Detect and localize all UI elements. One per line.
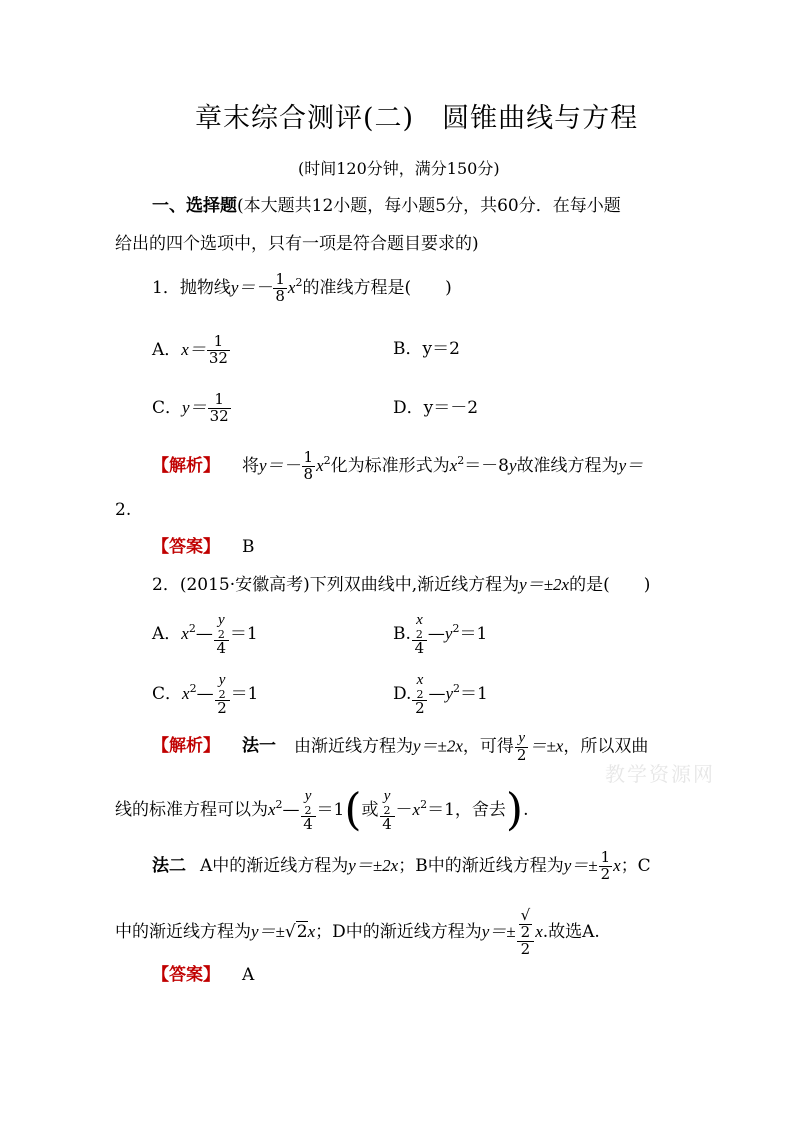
frac-num: 1 (600, 848, 611, 866)
q1-eq: y＝－ (230, 277, 273, 297)
q1-fraction (273, 272, 287, 305)
q2-answer (152, 960, 254, 985)
question-1-stem: 1．抛物线y＝－ $\frac{1}{8}$ $x^2$的准线方程是( ) (152, 270, 452, 305)
method-label: 法一 (242, 736, 276, 757)
q1-option-c (152, 392, 232, 425)
text: 将 (242, 455, 259, 476)
text: 2．(2015·安徽高考)下列双曲线中,渐近线方程为 (152, 575, 520, 595)
math: y (518, 730, 526, 746)
option-label: C． (152, 684, 183, 705)
frac-den: 4 (382, 815, 392, 834)
page-subtitle: (时间120分钟，满分150分) (298, 159, 500, 178)
text: 化为标准形式为 (330, 455, 450, 476)
q1-analysis: 【解析】 将y＝－ $\frac{1}{8}$ $x^2$化为标准形式为$x^2=-8y$故准线方程为y＝ (152, 448, 644, 483)
option-label: B. (393, 624, 411, 645)
text: ＝1 (459, 684, 488, 705)
frac-num: y 2 (214, 612, 229, 641)
option-eq: x＝ (181, 339, 206, 359)
frac-num: 1 (207, 334, 230, 351)
fraction (517, 908, 535, 957)
option-fraction (208, 392, 231, 425)
text: 中的渐近线方程为 (115, 922, 251, 943)
text: ；D中的渐近线方程为 (315, 922, 482, 943)
text: ；C (620, 855, 651, 876)
frac-num: y 2 (380, 788, 395, 817)
q1-answer (152, 532, 255, 557)
section-intro-line-1 (152, 191, 621, 216)
frac-den: 4 (414, 639, 425, 658)
frac-den: 32 (208, 348, 228, 367)
option-label: C． (152, 397, 183, 418)
section-desc-1: (本大题共12小题，每小题5分，共60分．在每小题 (237, 196, 621, 216)
frac-den: 32 (209, 406, 229, 425)
frac-den: 2 (217, 699, 227, 718)
q1-number: 1．抛物线 (152, 277, 231, 298)
math: x (535, 922, 543, 942)
answer-value: B (242, 537, 255, 557)
q2-option-c: C．$x^2—$ y 2 2 ＝1 (152, 672, 259, 718)
method-label: 法二 (152, 855, 186, 876)
section-heading: 一、选择题 (152, 196, 237, 216)
math: ＝±x (529, 736, 564, 756)
text: ＝－8 (464, 455, 510, 476)
math: x (416, 612, 423, 628)
analysis-tag: 【解析】 (152, 455, 220, 476)
text: ＝1 (230, 684, 259, 705)
math: y＝±2x (413, 736, 463, 756)
q2-option-d: D. x 2 2 $—y^2=1$ (393, 672, 488, 718)
page-title: 章末综合测评(二) 圆锥曲线与方程 (195, 103, 639, 134)
fraction (302, 450, 316, 483)
math: y＝± (251, 922, 285, 942)
math: x (416, 672, 424, 688)
analysis-tag: 【解析】 (152, 736, 220, 757)
frac-num: √ 2 (517, 908, 535, 942)
math: y＝±2x (519, 575, 570, 594)
answer-tag: 【答案】 (152, 965, 220, 985)
sqrt-value: 2 (296, 922, 308, 943)
text: ；B中的渐近线方程为 (398, 855, 564, 876)
fraction (301, 788, 316, 833)
frac-num: y 2 (301, 788, 316, 817)
math: x (613, 855, 621, 875)
text: ＝1 (459, 624, 488, 645)
option-fraction (412, 672, 427, 717)
frac-den: 2 (415, 699, 425, 718)
frac-den: 8 (275, 286, 285, 305)
text: 的是( ) (569, 575, 651, 595)
text: A中的渐近线方程为 (200, 855, 349, 876)
text: ，可得 (462, 736, 514, 757)
q2-analysis-method-1-cont: 线的标准方程可以为$x^2—$ y 2 4 ＝1(或 y 2 4 $-x^2=1$，舍去). (115, 784, 529, 836)
q1-option-b: B．y＝2 (393, 339, 460, 359)
fraction (599, 850, 613, 883)
option-fraction (412, 612, 427, 657)
q1-option-a (152, 334, 231, 367)
math: x (307, 922, 316, 942)
frac-num: 1 (208, 392, 231, 409)
frac-den: 4 (216, 639, 227, 658)
math: y＝－ (259, 455, 301, 475)
frac-num: 1 (303, 448, 314, 466)
q2-analysis-method-2-cont: 中的渐近线方程为y＝±√2x；D中的渐近线方程为y＝± √ 2 2 x.故选A. (115, 906, 600, 958)
option-label: A． (152, 339, 182, 360)
frac-num: x 2 (412, 672, 427, 701)
text: .故选A. (542, 922, 600, 943)
frac-den: 2 (600, 864, 611, 883)
math: y (217, 612, 225, 628)
math: y (304, 788, 312, 804)
text: ，所以双曲 (563, 736, 649, 757)
question-2-stem (152, 570, 650, 595)
q2-option-b: B. x 2 4 $—y^2=1$ (393, 612, 488, 658)
option-fraction (214, 612, 229, 657)
q2-analysis-method-2 (152, 850, 651, 883)
option-fraction (207, 334, 230, 367)
sqrt-value: 2 (520, 922, 531, 941)
frac-num: 1 (275, 270, 285, 288)
frac-den: 2 (516, 745, 527, 764)
math: y＝± (563, 855, 598, 875)
answer-tag: 【答案】 (152, 537, 220, 557)
math: y＝±2x (348, 855, 399, 875)
fraction (380, 788, 395, 833)
math: y＝ (618, 455, 644, 475)
math: y (383, 788, 391, 804)
answer-value: A (242, 965, 255, 985)
text: ＝1，舍去 (427, 800, 506, 821)
q1-option-d: D．y＝－2 (393, 398, 479, 418)
math: y＝± (481, 922, 516, 942)
option-label: D. (393, 684, 412, 705)
text: 由渐近线方程为 (294, 736, 413, 757)
q2-option-a: A．$x^2—$ y 2 4 ＝1 (152, 612, 258, 658)
watermark: 教学资源网 (605, 762, 715, 786)
frac-den: 8 (303, 464, 314, 483)
math: y (218, 672, 226, 688)
fraction (515, 730, 529, 764)
option-label: A． (152, 624, 182, 645)
frac-den: 4 (303, 815, 313, 834)
frac-den: 2 (520, 939, 531, 958)
option-eq: y＝ (182, 397, 207, 417)
q2-analysis-method-1 (152, 730, 648, 764)
text: 线的标准方程可以为 (115, 800, 268, 821)
option-fraction (215, 672, 230, 717)
q1-analysis-cont: 2. (115, 500, 132, 520)
text: ＝1 (316, 800, 345, 821)
frac-num: y 2 (215, 672, 230, 701)
text: ＝1 (229, 624, 258, 645)
frac-num: x 2 (412, 612, 427, 641)
text: 或 (361, 800, 379, 821)
q1-tail: 的准线方程是( ) (302, 277, 452, 298)
section-intro-line-2: 给出的四个选项中，只有一项是符合题目要求的) (115, 234, 479, 254)
text: 故准线方程为 (516, 455, 619, 476)
